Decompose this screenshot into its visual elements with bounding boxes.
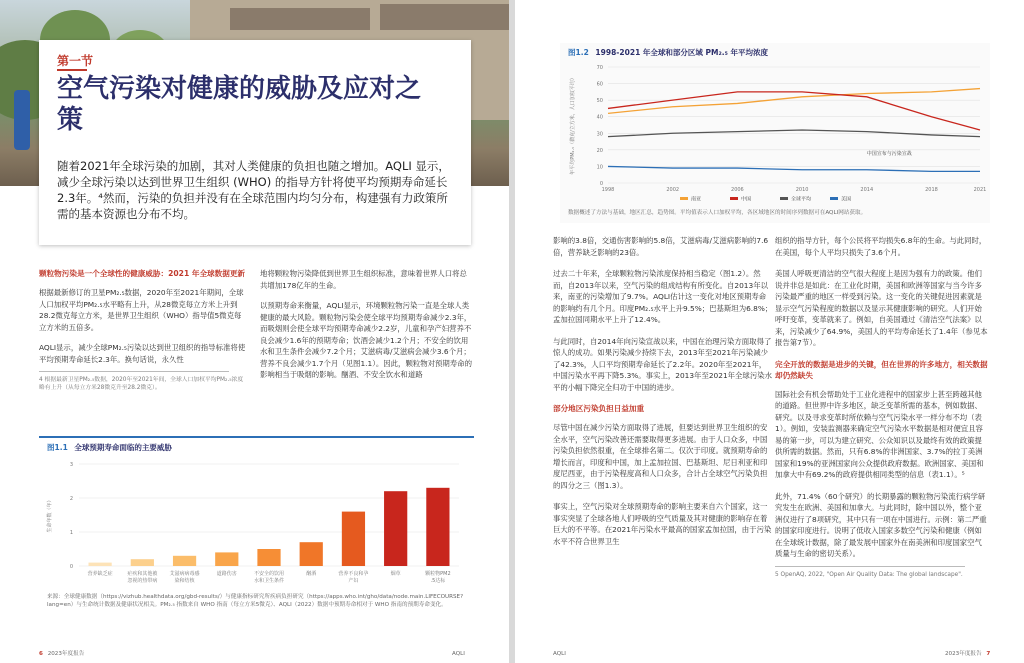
- footnote-rule: [775, 566, 965, 567]
- series-line: [608, 166, 980, 171]
- paragraph: 影响的3.8倍，交通伤害影响的5.8倍，艾滋病毒/艾滋病影响的7.6倍，营养缺乏影响的23倍。: [553, 236, 769, 257]
- y-axis-label: 年平均PM₂.₅（微克/立方米，人口加权平均）: [570, 75, 576, 175]
- x-tick-label: 2010: [795, 187, 809, 193]
- bar: [173, 556, 196, 566]
- page-number: 6: [39, 651, 43, 657]
- left-page: [0, 0, 509, 663]
- paragraph: 以预期寿命来衡量，AQLI显示，环境颗粒物污染一直是全球人类健康的最大风险。颗粒物污染会使全球平均预期寿命减少2.3年，而吸烟则会使全球平均预期寿命减少2.2岁，儿童和孕产妇营养不良会减少1.6年的预期寿命；饮酒会减少1.2个月；不安全的饮用水和卫生条件会减少7.2个月；艾滋病毒/艾滋病会减少3.6个月；营养不良会减少1.7个月（见图1.1）。因此，颗粒物对预期寿命的影响相当于吸烟的影响。酗酒、不安全饮水和道路: [260, 301, 472, 379]
- roof: [380, 4, 509, 30]
- line-chart: [560, 59, 990, 209]
- figure-label: 图1.1: [47, 443, 68, 452]
- paragraph: 国际社会有机会帮助处于工业化进程中的国家步上甚至跨越其他的道路。但世界中许多地区，缺乏变革所需的基本，例如数据、研究。以及寻求变革时所依赖与空气污染水平一样分布不均（表1）。例如，安装监测器来确定空气污染水平数据是相对便宜且容易的第一步，可以为建立研究、公众知识以及最终有效的政策提供所需的数据。然而，只有6.8%的非洲国家、3.7%的拉丁美洲国家和19%的亚洲国家向公众提供政府数据。欧洲国家、美国和加拿大中有69.2%的政府提供相同类型的信息（表1.1）。⁵: [775, 389, 984, 479]
- bar: [342, 512, 365, 566]
- legend-label: 美国: [841, 196, 852, 203]
- page-number: 7: [986, 651, 991, 657]
- paragraph: 尽管中国在减少污染方面取得了进展，但要达到世界卫生组织的安全水平，空气污染改善还需要取得更多进展。由于人口众多，中国污染负担依然很重，在全球排名第二。仅次于印度。就预期寿命的增长而言，印度和中国，加上孟加拉国、巴基斯坦、尼日利亚和印度尼西亚，由于污染程度高和人口众多，合计占全球空气污染负担的四分之三（图1.3）。: [553, 423, 768, 490]
- paragraph: 地将颗粒物污染降低到世界卫生组织标准，意味着世界人口将总共增加178亿年的生命。: [260, 269, 467, 290]
- footer-text: 2023年度报告: [945, 651, 982, 657]
- bar: [89, 563, 112, 566]
- left-column-1: [39, 268, 247, 392]
- section-heading: 完全开放的数据是进步的关键，但在世界的许多地方，相关数据却仍然缺失: [775, 359, 988, 380]
- bar: [215, 552, 238, 566]
- y-tick-label: 2: [69, 496, 73, 502]
- figure-title-text: 1998-2021 年全球和部分区域 PM₂.₅ 年平均浓度: [595, 48, 768, 57]
- x-tick-label: 酗酒: [306, 571, 317, 577]
- figure-1-2: [560, 43, 990, 223]
- x-tick-label: 艾滋病病毒感染和结核: [169, 571, 200, 584]
- y-tick-label: 50: [596, 98, 603, 105]
- figure-1-1: [39, 436, 474, 626]
- x-tick-label: 疟疾和其他被忽视的热带病: [127, 571, 158, 584]
- legend-swatch: [780, 197, 788, 200]
- paragraph: 此外，71.4%（60个研究）的长期暴露的颗粒物污染流行病学研究发生在欧洲、美国和加拿大。与此同时，除中国以外，整个亚洲仅进行了8项研究，其中只有一项在中国进行。示例：第二严重的国家印度进行。说明了低收入国家多数空气污染和健康（例如在全球统计数据，除了最发展中国家外在南美洲和印度国家空气质量与生命的密切关系）。: [775, 491, 987, 558]
- legend-label: 中国: [741, 196, 752, 203]
- x-tick-label: 2021: [973, 187, 987, 193]
- x-tick-label: 营养不良和孕产妇: [338, 571, 369, 584]
- bar: [426, 488, 449, 566]
- paragraph: 根据最新修订的卫星PM₂.₅数据，2020年至2021年期间，全球人口加权平均PM₂.₅水平略有上升，从28微克每立方米上升到28.2微克每立方米，是世界卫生组织（WHO）指导值5微克每立方米的五倍多。: [39, 288, 244, 332]
- y-axis-label: 生命年数（年）: [47, 497, 53, 533]
- x-tick-label: 2002: [666, 187, 680, 193]
- bar: [300, 542, 323, 566]
- kicker-rule: [57, 69, 87, 71]
- y-tick-label: 70: [596, 65, 603, 71]
- y-tick-label: 40: [596, 114, 603, 121]
- paragraph: 事实上，空气污染对全球预期寿命的影响主要来自六个国家，这一事实突显了全球各地人们呼吸的空气质量及其对健康的影响存在着巨大的不平等。在2021年污染水平最高的国家孟加拉国，由于污染水平不符合世界卫生: [553, 502, 772, 546]
- title-card: [39, 40, 471, 245]
- x-tick-label: 营养缺乏症: [87, 571, 113, 577]
- x-tick-label: 烟草: [390, 571, 401, 577]
- footer-brand: AQLI: [452, 651, 465, 657]
- x-tick-label: 不安全的饮用水和卫生条件: [253, 571, 285, 584]
- footer-right: [945, 649, 990, 657]
- x-tick-label: 2014: [860, 187, 874, 193]
- x-tick-label: 1998: [601, 187, 615, 193]
- lede-paragraph: 随着2021年全球污染的加剧，其对人类健康的负担也随之增加。AQLI 显示，减少全球污染以达到世界卫生组织 (WHO) 的指导方针将使平均预期寿命延长2.3年。⁴然而，污染的负担并没有在全球范围内均匀分布，构建强有力政策所需的基本资源也分布不均。: [57, 159, 450, 221]
- y-tick-label: 3: [69, 462, 73, 468]
- left-column-2: [260, 268, 474, 381]
- x-tick-label: 颗粒物PM2 .5达标: [425, 571, 451, 584]
- right-column-1: [553, 235, 773, 547]
- paragraph: 组织的指导方针，每个公民将平均损失6.8年的生命。与此同时，在美国，每个人平均只损失了3.6个月。: [775, 236, 987, 257]
- bar: [257, 549, 280, 566]
- footer-text: 2023年度报告: [47, 651, 85, 657]
- figure-title-text: 全球预期寿命面临的主要威胁: [74, 443, 172, 452]
- y-tick-label: 0: [599, 181, 603, 187]
- figure-label: 图1.2: [568, 48, 589, 57]
- paragraph: AQLI显示，减少全球PM₂.₅污染以达到世卫组织的指导标准将使平均预期寿命延长2.3年。换句话说，永久性: [39, 343, 246, 364]
- footnote: 5 OpenAQ, 2022, "Open Air Quality Data: The global landscape".: [775, 571, 963, 578]
- legend-label: 全球平均: [791, 196, 812, 203]
- legend-swatch: [680, 197, 688, 200]
- person: [14, 90, 30, 150]
- right-column-2: [775, 235, 989, 579]
- section-heading: 部分地区污染负担日益加重: [553, 404, 645, 413]
- section-label: 第一节: [57, 54, 94, 68]
- legend-label: 南亚: [691, 196, 702, 203]
- legend-swatch: [830, 197, 838, 200]
- y-tick-label: 20: [596, 147, 603, 154]
- y-tick-label: 30: [596, 131, 603, 138]
- section-heading: 颗粒物污染是一个全球性的健康威胁：2021 年全球数据更新: [39, 269, 246, 278]
- y-tick-label: 0: [69, 564, 73, 570]
- page-title: 空气污染对健康的威胁及应对之策: [57, 74, 422, 135]
- paragraph: 过去二十年来，全球颗粒物污染浓度保持相当稳定（图1.2）。然而，自2013年以来，空气污染的组成结构有所变化。自2013年以来，南亚的污染增加了9.7%。AQLI估计这一变化对地区预期寿命的影响约有几个月。印度PM₂.₅水平上升9.5%；巴基斯坦为6.8%；孟加拉国同期水平上升了12.4%。: [553, 269, 773, 324]
- x-tick-label: 道路伤害: [216, 571, 237, 577]
- bar-chart: [39, 454, 474, 594]
- chart-annotation: 中国宣布与污染宣战: [866, 150, 912, 157]
- footnote-rule: [39, 371, 229, 372]
- footnote: 4 根据最新卫星PM₂.₅数据，2020年至2021年间，全球人口加权平均PM₂.₅浓度略有上升（从每立方米28微克升至28.2微克）。: [39, 377, 244, 391]
- y-tick-label: 10: [596, 164, 603, 171]
- x-tick-label: 2018: [925, 187, 938, 193]
- figure-note: 数据概述了方法与基础，地区汇总，趋势图。平均值表示人口加权平均，各区域地区的时间序列数据可在AQLI网站获取。: [568, 210, 867, 216]
- paragraph: 与此同时，自2014年向污染宣战以来，中国在治理污染方面取得了惊人的成功。如果污染减少持续下去，2013年至2021年污染减少了42.3%，人口平均预期寿命延长了2.2年。2020年至2021年，中国污染水平再下降5.3%。事实上，2013年至2021年全球污染水平的小幅下降完全归功于中国的进步。: [553, 336, 772, 392]
- footer-left: [39, 649, 84, 657]
- legend-swatch: [730, 197, 738, 200]
- bar: [131, 559, 154, 566]
- figure-note: 来源：全球健康数据（https://vizhub.healthdata.org/gbd-results/）与健康指标研究所疾病负担研究（https://apps.who.int/gho/data/node.main.LIFECOURSE?lang=en）与生命统计数据及健康状况相关。PM₂.₅ 指数来自 WHO 指南（每立方米5微克）、AQLI（2022）数据中预期寿命相对于 WHO 指南的预期寿命变化。: [47, 594, 464, 608]
- y-tick-label: 60: [596, 81, 603, 88]
- right-page: [515, 0, 1024, 663]
- footer-brand: AQLI: [553, 651, 566, 657]
- x-tick-label: 2006: [731, 187, 744, 193]
- paragraph: 美国人呼吸更清洁的空气很大程度上是因为强有力的政策。他们说并非总是如此：在工业化时期，美国和欧洲等国家与当今许多污染最严重的地区一样受到污染。这一变化的关键促进因素就是显示空气污染程度的数据以及显示其健康影响的研究。人们开始呼吁变革，变革就来了。例如，自美国通过《清洁空气法案》以来，污染减少了64.9%，美国人的平均寿命延长了1.4年（参见本报告第7节）。: [775, 269, 988, 347]
- y-tick-label: 1: [69, 530, 73, 536]
- bar: [384, 491, 407, 566]
- roof: [230, 8, 370, 30]
